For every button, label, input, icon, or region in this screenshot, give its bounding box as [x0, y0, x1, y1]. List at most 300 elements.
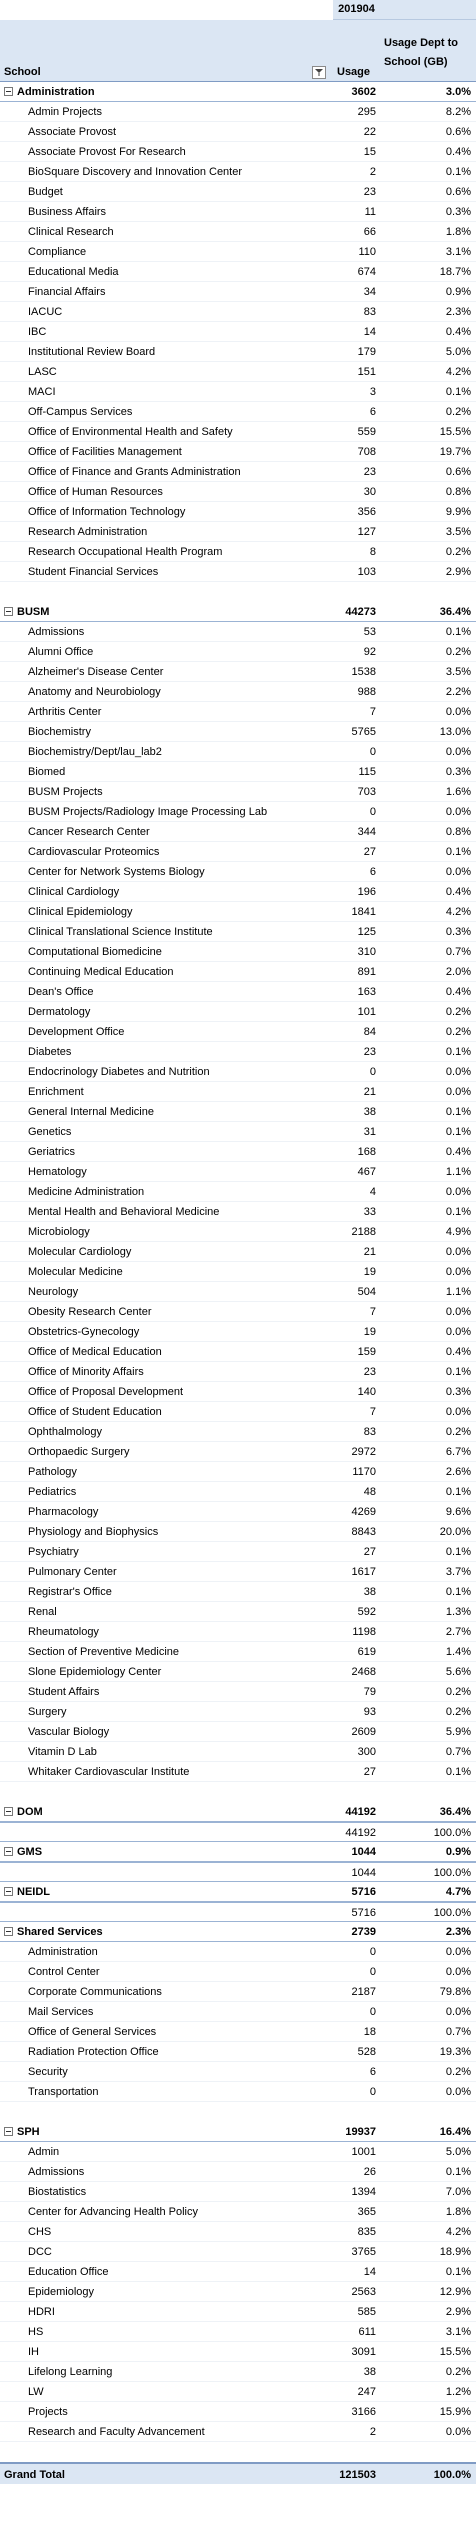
dept-name: Computational Biomedicine — [28, 946, 162, 958]
school-header: School — [4, 66, 41, 78]
dept-pct: 2.0% — [445, 966, 471, 978]
group-row[interactable] — [0, 2122, 476, 2142]
dept-usage: 8 — [369, 546, 376, 558]
subtotal-row — [0, 1902, 476, 1922]
dept-usage: 2609 — [351, 1726, 376, 1738]
dept-usage: 33 — [363, 1206, 376, 1218]
table-row — [0, 262, 476, 282]
blank-row — [0, 582, 476, 602]
dept-pct: 1.6% — [445, 786, 471, 798]
dept-pct: 0.1% — [445, 2266, 471, 2278]
dept-usage: 1538 — [351, 666, 376, 678]
dept-name: Alzheimer's Disease Center — [28, 666, 164, 678]
dept-name: Student Financial Services — [28, 566, 159, 578]
dept-pct: 2.6% — [445, 1466, 471, 1478]
dept-name: Development Office — [28, 1026, 125, 1038]
period-label: 201904 — [333, 0, 380, 20]
dept-usage: 504 — [357, 1286, 376, 1298]
table-row — [0, 1502, 476, 1522]
dept-pct: 8.2% — [445, 106, 471, 118]
dept-usage: 988 — [357, 686, 376, 698]
dept-pct: 0.1% — [445, 1486, 471, 1498]
group-name-cell — [0, 602, 333, 622]
dept-name: Center for Advancing Health Policy — [28, 2206, 198, 2218]
dept-pct: 0.0% — [445, 2086, 471, 2098]
dept-pct: 2.7% — [445, 1626, 471, 1638]
dept-usage: 467 — [357, 1166, 376, 1178]
dept-usage: 891 — [357, 966, 376, 978]
dept-name: Transportation — [28, 2086, 99, 2098]
dept-usage: 2188 — [351, 1226, 376, 1238]
dept-name: Admin Projects — [28, 106, 102, 118]
dept-pct: 0.2% — [445, 2366, 471, 2378]
dept-usage: 27 — [363, 1546, 376, 1558]
group-name-cell — [0, 1922, 333, 1942]
dept-name: Obesity Research Center — [28, 1306, 152, 1318]
dept-pct: 12.9% — [439, 2286, 471, 2298]
table-row — [0, 1542, 476, 1562]
dept-pct: 0.0% — [445, 1266, 471, 1278]
dept-usage: 38 — [363, 1106, 376, 1118]
dept-pct: 0.1% — [445, 1586, 471, 1598]
dept-pct: 0.4% — [445, 986, 471, 998]
table-row — [0, 402, 476, 422]
dept-pct: 0.2% — [445, 546, 471, 558]
dept-name: Biochemistry — [28, 726, 91, 738]
table-row — [0, 762, 476, 782]
table-row — [0, 1282, 476, 1302]
dept-name: Office of Facilities Management — [28, 446, 182, 458]
table-row — [0, 322, 476, 342]
dept-pct: 0.0% — [445, 1186, 471, 1198]
dept-usage: 247 — [357, 2386, 376, 2398]
dept-usage: 592 — [357, 1606, 376, 1618]
table-row — [0, 442, 476, 462]
collapse-minus-icon[interactable] — [4, 87, 13, 96]
dept-usage: 1170 — [352, 1466, 376, 1478]
group-name: SPH — [17, 2126, 40, 2138]
dept-name: CHS — [28, 2226, 52, 2238]
dept-name: Physiology and Biophysics — [28, 1526, 159, 1538]
dept-name: General Internal Medicine — [28, 1106, 154, 1118]
group-name: GMS — [17, 1846, 43, 1858]
dept-name: Section of Preventive Medicine — [28, 1646, 180, 1658]
dept-pct: 4.2% — [445, 366, 471, 378]
table-row — [0, 1302, 476, 1322]
table-row — [0, 1962, 476, 1982]
group-row[interactable] — [0, 602, 476, 622]
dept-name: Arthritis Center — [28, 706, 102, 718]
dept-usage: 34 — [363, 286, 376, 298]
dept-pct: 0.0% — [445, 1306, 471, 1318]
dept-name: Biomed — [28, 766, 66, 778]
table-row — [0, 1362, 476, 1382]
dept-usage: 23 — [363, 1046, 376, 1058]
dept-pct: 0.4% — [445, 146, 471, 158]
dept-name: HDRI — [28, 2306, 55, 2318]
dept-pct: 0.0% — [445, 1246, 471, 1258]
group-row[interactable] — [0, 1842, 476, 1862]
dept-usage: 1198 — [352, 1626, 376, 1638]
dept-pct: 1.1% — [445, 1166, 471, 1178]
dept-pct: 0.2% — [445, 1426, 471, 1438]
dept-name: IACUC — [28, 306, 63, 318]
table-row — [0, 1742, 476, 1762]
dept-name: Office of Environmental Health and Safety — [28, 426, 233, 438]
dept-pct: 13.0% — [439, 726, 471, 738]
dept-pct: 0.1% — [445, 1126, 471, 1138]
dept-usage: 300 — [357, 1746, 376, 1758]
dept-name: Mental Health and Behavioral Medicine — [28, 1206, 220, 1218]
dept-pct: 0.0% — [445, 2006, 471, 2018]
period-header-row — [0, 0, 476, 20]
table-row — [0, 1102, 476, 1122]
collapse-minus-icon[interactable] — [4, 1847, 13, 1856]
table-row — [0, 2282, 476, 2302]
group-pct: 36.4% — [439, 606, 471, 618]
dept-name: Biostatistics — [28, 2186, 87, 2198]
subtotal-pct: 100.0% — [433, 1827, 471, 1839]
subtotal-usage: 5716 — [351, 1907, 376, 1919]
dept-pct: 3.5% — [445, 666, 471, 678]
table-row — [0, 1402, 476, 1422]
group-name: BUSM — [17, 606, 50, 618]
dept-usage: 14 — [363, 2266, 376, 2278]
dept-pct: 0.2% — [445, 646, 471, 658]
dept-usage: 4 — [369, 1186, 376, 1198]
dept-pct: 0.3% — [445, 926, 471, 938]
dept-name: Genetics — [28, 1126, 72, 1138]
table-row — [0, 2322, 476, 2342]
dept-pct: 1.1% — [445, 1286, 471, 1298]
dept-pct: 15.5% — [439, 2346, 471, 2358]
dept-name: Admin — [28, 2146, 60, 2158]
group-pct: 4.7% — [445, 1886, 471, 1898]
dept-usage: 7 — [369, 706, 376, 718]
dept-name: Student Affairs — [28, 1686, 100, 1698]
dept-usage: 8843 — [351, 1526, 376, 1538]
dept-name: Radiation Protection Office — [28, 2046, 159, 2058]
dept-usage: 53 — [363, 626, 376, 638]
dept-usage: 14 — [363, 326, 376, 338]
table-row — [0, 742, 476, 762]
dept-usage: 2187 — [351, 1986, 376, 1998]
table-row — [0, 2382, 476, 2402]
dept-pct: 0.4% — [445, 1346, 471, 1358]
table-row — [0, 942, 476, 962]
dept-name: Rheumatology — [28, 1626, 99, 1638]
dept-pct: 0.4% — [445, 1146, 471, 1158]
dept-usage: 48 — [363, 1486, 376, 1498]
dept-usage: 2563 — [351, 2286, 376, 2298]
dept-usage: 18 — [363, 2026, 376, 2038]
group-usage: 1044 — [351, 1846, 376, 1858]
dept-usage: 708 — [357, 446, 376, 458]
table-row — [0, 102, 476, 122]
table-row — [0, 822, 476, 842]
dept-name: Vitamin D Lab — [28, 1746, 97, 1758]
dept-pct: 0.0% — [445, 1086, 471, 1098]
dept-pct: 5.6% — [445, 1666, 471, 1678]
table-row — [0, 222, 476, 242]
table-row — [0, 122, 476, 142]
dept-usage: 79 — [363, 1686, 376, 1698]
dept-pct: 7.0% — [445, 2186, 471, 2198]
dept-usage: 110 — [358, 246, 376, 258]
table-row — [0, 1142, 476, 1162]
table-row — [0, 1462, 476, 1482]
collapse-minus-icon[interactable] — [4, 1887, 13, 1896]
table-row — [0, 1662, 476, 1682]
group-row[interactable] — [0, 1922, 476, 1942]
subtotal-row — [0, 1862, 476, 1882]
filter-dropdown-icon[interactable] — [312, 66, 326, 79]
dept-pct: 0.0% — [445, 1966, 471, 1978]
dept-name: Control Center — [28, 1966, 100, 1978]
dept-name: Budget — [28, 186, 63, 198]
dept-pct: 15.9% — [439, 2406, 471, 2418]
table-row — [0, 2042, 476, 2062]
dept-name: Biochemistry/Dept/lau_lab2 — [28, 746, 162, 758]
dept-name: Office of Student Education — [28, 1406, 162, 1418]
table-row — [0, 362, 476, 382]
table-row — [0, 2182, 476, 2202]
dept-pct: 0.4% — [445, 886, 471, 898]
dept-pct: 18.9% — [439, 2246, 471, 2258]
dept-pct: 0.8% — [445, 826, 471, 838]
dept-usage: 127 — [357, 526, 376, 538]
dept-usage: 23 — [363, 1366, 376, 1378]
group-name-cell — [0, 1802, 333, 1822]
dept-name: Microbiology — [28, 1226, 90, 1238]
collapse-minus-icon[interactable] — [4, 1807, 13, 1816]
dept-pct: 0.1% — [445, 1766, 471, 1778]
dept-name: Surgery — [28, 1706, 67, 1718]
dept-pct: 0.0% — [445, 1326, 471, 1338]
group-usage: 44192 — [345, 1806, 376, 1818]
dept-name: Medicine Administration — [28, 1186, 145, 1198]
table-row — [0, 902, 476, 922]
collapse-minus-icon[interactable] — [4, 1927, 13, 1936]
group-pct: 36.4% — [439, 1806, 471, 1818]
dept-pct: 0.1% — [445, 1546, 471, 1558]
dept-usage: 101 — [357, 1006, 376, 1018]
dept-name: Corporate Communications — [28, 1986, 162, 1998]
group-usage: 19937 — [345, 2126, 376, 2138]
dept-name: Neurology — [28, 1286, 79, 1298]
dept-pct: 0.6% — [445, 126, 471, 138]
table-row — [0, 2162, 476, 2182]
dept-pct: 3.1% — [445, 246, 471, 258]
dept-name: HS — [28, 2326, 44, 2338]
group-row[interactable] — [0, 1882, 476, 1902]
table-row — [0, 522, 476, 542]
dept-name: Alumni Office — [28, 646, 94, 658]
dept-pct: 4.9% — [445, 1226, 471, 1238]
dept-pct: 0.0% — [445, 2426, 471, 2438]
table-row — [0, 2022, 476, 2042]
dept-name: Psychiatry — [28, 1546, 79, 1558]
table-row — [0, 502, 476, 522]
dept-usage: 19 — [363, 1266, 376, 1278]
dept-pct: 0.2% — [445, 1026, 471, 1038]
dept-pct: 0.7% — [445, 946, 471, 958]
dept-name: Research and Faculty Advancement — [28, 2426, 205, 2438]
dept-usage: 168 — [357, 1146, 376, 1158]
dept-usage: 21 — [363, 1246, 376, 1258]
dept-pct: 0.1% — [445, 626, 471, 638]
group-name: NEIDL — [17, 1886, 50, 1898]
dept-usage: 1394 — [351, 2186, 376, 2198]
dept-usage: 1841 — [351, 906, 376, 918]
dept-pct: 3.5% — [445, 526, 471, 538]
table-row — [0, 1702, 476, 1722]
dept-name: Clinical Research — [28, 226, 114, 238]
table-row — [0, 682, 476, 702]
dept-usage: 365 — [357, 2206, 376, 2218]
dept-pct: 20.0% — [439, 1526, 471, 1538]
dept-usage: 30 — [363, 486, 376, 498]
dept-pct: 1.8% — [445, 226, 471, 238]
dept-usage: 611 — [358, 2326, 376, 2338]
dept-usage: 196 — [357, 886, 376, 898]
dept-usage: 93 — [363, 1706, 376, 1718]
group-row[interactable] — [0, 1802, 476, 1822]
dept-usage: 84 — [363, 1026, 376, 1038]
dept-usage: 83 — [363, 306, 376, 318]
dept-usage: 559 — [357, 426, 376, 438]
dept-name: Whitaker Cardiovascular Institute — [28, 1766, 190, 1778]
table-row — [0, 2142, 476, 2162]
dept-name: Dermatology — [28, 1006, 91, 1018]
dept-name: Education Office — [28, 2266, 109, 2278]
dept-name: Obstetrics-Gynecology — [28, 1326, 140, 1338]
dept-usage: 344 — [357, 826, 376, 838]
collapse-minus-icon[interactable] — [4, 2127, 13, 2136]
dept-name: Pediatrics — [28, 1486, 77, 1498]
dept-pct: 2.3% — [445, 306, 471, 318]
dept-name: BUSM Projects — [28, 786, 103, 798]
dept-pct: 0.2% — [445, 1006, 471, 1018]
dept-usage: 0 — [369, 1946, 376, 1958]
dept-pct: 0.9% — [445, 286, 471, 298]
dept-pct: 0.0% — [445, 866, 471, 878]
dept-name: IBC — [28, 326, 47, 338]
dept-name: Pulmonary Center — [28, 1566, 117, 1578]
dept-usage: 5765 — [351, 726, 376, 738]
dept-pct: 1.3% — [445, 1606, 471, 1618]
dept-usage: 22 — [363, 126, 376, 138]
collapse-minus-icon[interactable] — [4, 607, 13, 616]
dept-name: Business Affairs — [28, 206, 107, 218]
dept-name: Associate Provost — [28, 126, 117, 138]
dept-name: Office of General Services — [28, 2026, 157, 2038]
table-row — [0, 1122, 476, 1142]
table-row — [0, 1562, 476, 1582]
dept-pct: 0.2% — [445, 1686, 471, 1698]
table-row — [0, 1242, 476, 1262]
dept-usage: 835 — [357, 2226, 376, 2238]
dept-name: Hematology — [28, 1166, 87, 1178]
dept-pct: 0.1% — [445, 1206, 471, 1218]
group-name: Administration — [17, 86, 95, 98]
dept-pct: 0.1% — [445, 846, 471, 858]
dept-usage: 2972 — [351, 1446, 376, 1458]
dept-pct: 0.8% — [445, 486, 471, 498]
dept-name: Cardiovascular Proteomics — [28, 846, 160, 858]
table-row — [0, 382, 476, 402]
dept-pct: 5.9% — [445, 1726, 471, 1738]
dept-pct: 0.3% — [445, 766, 471, 778]
dept-pct: 2.9% — [445, 2306, 471, 2318]
dept-name: Molecular Cardiology — [28, 1246, 132, 1258]
dept-usage: 0 — [369, 806, 376, 818]
table-row — [0, 1942, 476, 1962]
dept-name: Renal — [28, 1606, 57, 1618]
dept-pct: 19.7% — [439, 446, 471, 458]
dept-name: Office of Finance and Grants Administration — [28, 466, 241, 478]
table-row — [0, 2082, 476, 2102]
pct-header: Usage Dept to School (GB) — [384, 37, 458, 68]
table-row — [0, 462, 476, 482]
table-row — [0, 302, 476, 322]
dept-name: Ophthalmology — [28, 1426, 102, 1438]
dept-usage: 4269 — [351, 1506, 376, 1518]
dept-pct: 0.0% — [445, 706, 471, 718]
dept-pct: 0.2% — [445, 2066, 471, 2078]
dept-name: Admissions — [28, 626, 85, 638]
dept-name: Pharmacology — [28, 1506, 99, 1518]
table-row — [0, 242, 476, 262]
table-row — [0, 622, 476, 642]
dept-usage: 66 — [363, 226, 376, 238]
table-row — [0, 1482, 476, 1502]
dept-usage: 21 — [363, 1086, 376, 1098]
grand-total-usage: 121503 — [339, 2469, 376, 2481]
group-row[interactable] — [0, 82, 476, 102]
dept-usage: 356 — [357, 506, 376, 518]
dept-usage: 11 — [364, 206, 376, 218]
table-row — [0, 1682, 476, 1702]
dept-name: BUSM Projects/Radiology Image Processing Lab — [28, 806, 268, 818]
dept-pct: 0.1% — [445, 2166, 471, 2178]
dept-name: Mail Services — [28, 2006, 94, 2018]
table-row — [0, 1202, 476, 1222]
table-row — [0, 782, 476, 802]
table-row — [0, 2362, 476, 2382]
dept-usage: 92 — [363, 646, 376, 658]
dept-name: Financial Affairs — [28, 286, 106, 298]
dept-name: Office of Medical Education — [28, 1346, 162, 1358]
table-row — [0, 182, 476, 202]
dept-name: Pathology — [28, 1466, 77, 1478]
subtotal-name — [0, 1823, 333, 1843]
table-row — [0, 1602, 476, 1622]
subtotal-usage: 1044 — [351, 1867, 376, 1879]
dept-pct: 0.3% — [445, 1386, 471, 1398]
dept-name: LW — [28, 2386, 44, 2398]
dept-pct: 5.0% — [445, 2146, 471, 2158]
dept-name: Office of Minority Affairs — [28, 1366, 144, 1378]
dept-pct: 79.8% — [439, 1986, 471, 1998]
dept-pct: 9.9% — [445, 506, 471, 518]
dept-name: Geriatrics — [28, 1146, 76, 1158]
table-row — [0, 562, 476, 582]
dept-pct: 18.7% — [439, 266, 471, 278]
dept-name: Slone Epidemiology Center — [28, 1666, 162, 1678]
table-row — [0, 662, 476, 682]
dept-name: Registrar's Office — [28, 1586, 112, 1598]
